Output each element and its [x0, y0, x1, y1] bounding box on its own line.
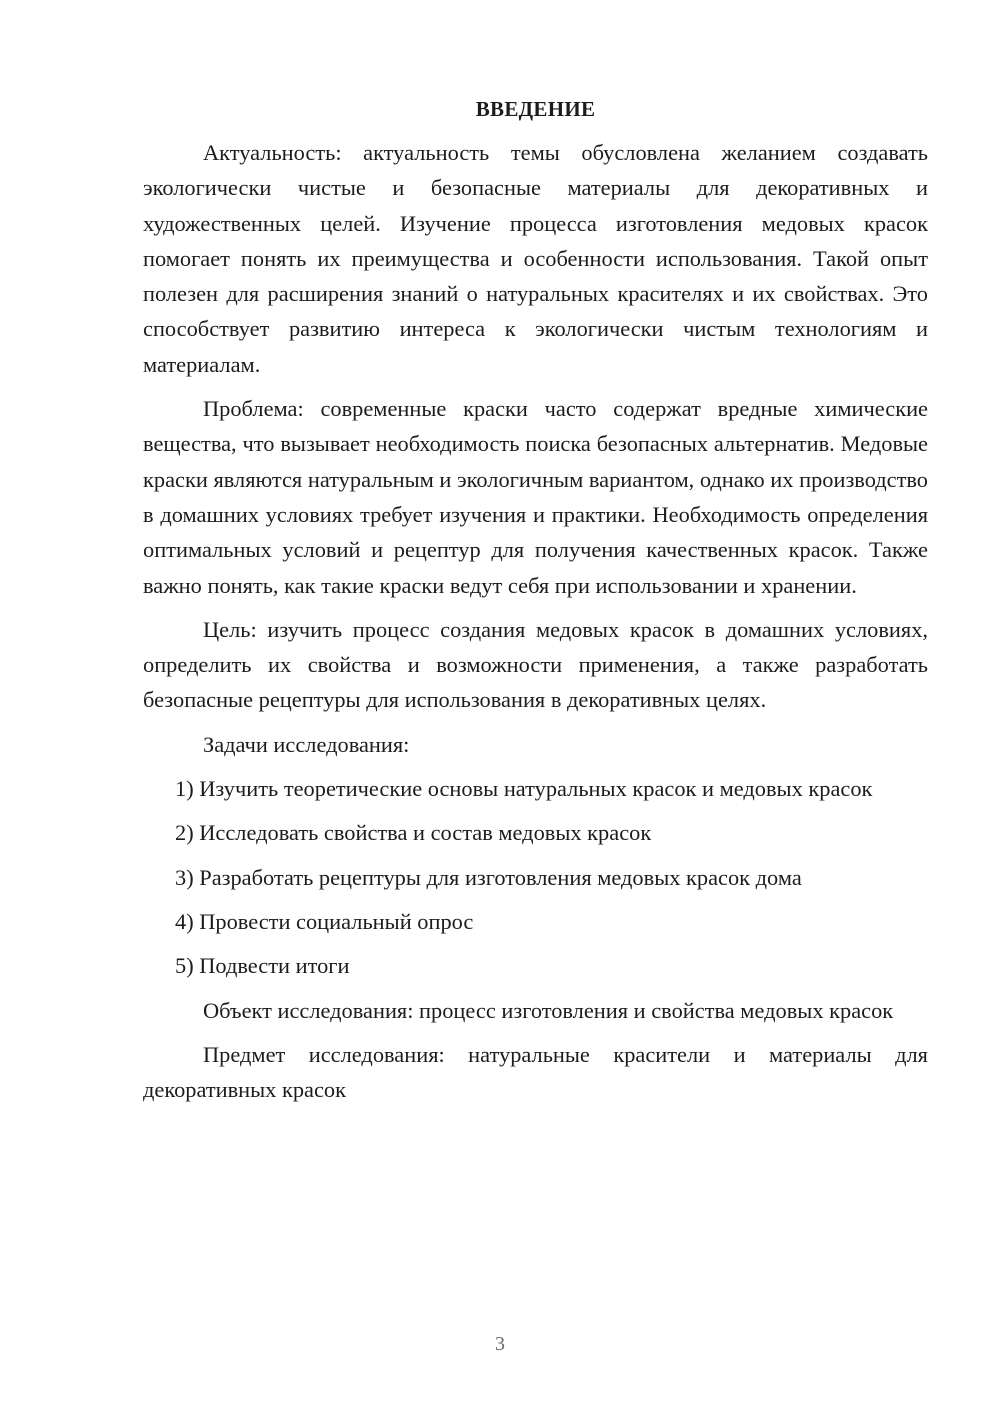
task-item-3: 3) Разработать рецептуры для изготовления медовых красок дома: [175, 864, 802, 890]
task-item-1: 1) Изучить теоретические основы натуральных красок и медовых красок: [175, 776, 873, 802]
page-number: 3: [495, 1333, 505, 1355]
task-item-4: 4) Провести социальный опрос: [175, 908, 474, 934]
paragraph-goal: Цель: изучить процесс создания медовых красок в домашних условиях, определить их свойства и возможности применения, а также разработать безопасные рецептуры для использования в декоративных целях.: [143, 616, 928, 713]
paragraph-problem: Проблема: современные краски часто содержат вредные химические вещества, что вызывает необходимость поиска безопасных альтернатив. Медовые краски являются натуральным и экологичным вариантом, однако их производство в домашних условиях требует изучения и практики. Необходимость определения оптимальных условий и рецептур для получения качественных красок. Также важно понять, как такие краски ведут себя при использовании и хранении.: [143, 396, 928, 598]
tasks-list: [143, 771, 928, 983]
task-item-5: 5) Подвести итоги: [175, 953, 350, 979]
page-title: ВВЕДЕНИЕ: [475, 97, 596, 121]
tasks-heading: Задачи исследования:: [203, 731, 410, 757]
paragraph-object: Объект исследования: процесс изготовления и свойства медовых красок: [203, 997, 894, 1023]
paragraph-subject: Предмет исследования: натуральные красители и материалы для декоративных красок: [143, 1041, 928, 1103]
task-item-2: 2) Исследовать свойства и состав медовых красок: [175, 820, 652, 846]
document-page: [143, 95, 928, 1116]
paragraph-relevance: Актуальность: актуальность темы обусловлена желанием создавать экологически чистые и безопасные материалы для декоративных и художественных целей. Изучение процесса изготовления медовых красок помогает понять их преимущества и особенности использования. Такой опыт полезен для расширения знаний о натуральных красителях и их свойствах. Это способствует развитию интереса к экологически чистым технологиям и материалам.: [143, 140, 928, 377]
